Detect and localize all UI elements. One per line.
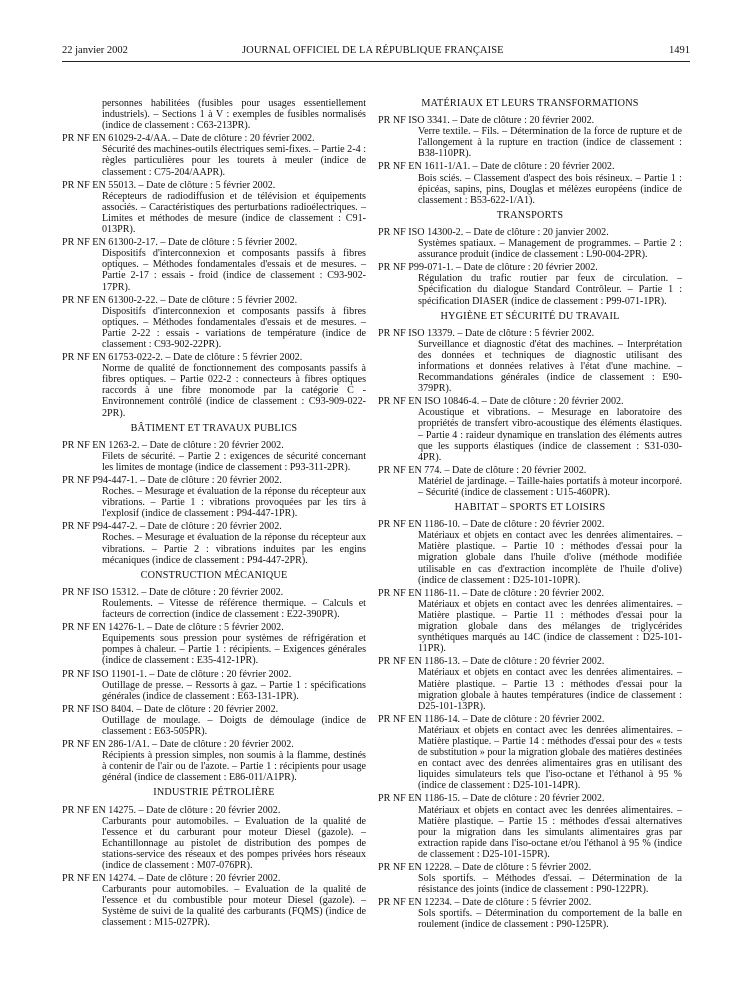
norm-entry-heading: PR NF ISO 11901-1. – Date de clôture : 20 février 2002. [62,668,292,680]
norm-entry [378,396,682,463]
norm-entry-description: Sols sportifs. – Détermination du comportement de la balle en roulement (indice de classement : P90-125PR). [418,908,682,931]
norm-entry-heading: PR NF EN 774. – Date de clôture : 20 février 2002. [378,464,587,476]
entry-list [62,440,366,566]
norm-entry [378,115,682,159]
norm-entry-description: Matériaux et objets en contact avec les denrées alimentaires. – Matière plastique. – Partie 10 : méthodes d'essai pour la migration globale dans l'huile d'olive (méthode modifiée utilisable en cas d'extraction incomplète de l'huile d'olive) (indice de classement : D25-101-10PR). [418,530,682,586]
norm-entry-description: Dispositifs d'interconnexion et composants passifs à fibres optiques. – Méthodes fondamentales d'essais et de mesures. – Partie 2-22 : essais - variations de température (indice de classement : C93-902-22PR). [102,305,366,350]
norm-entry [62,440,366,473]
norm-entry-heading: PR NF ISO 15312. – Date de clôture : 20 février 2002. [62,586,284,598]
norm-entry-heading: PR NF EN 1263-2. – Date de clôture : 20 février 2002. [62,439,284,451]
norm-entry-heading: PR NF EN 1186-14. – Date de clôture : 20 février 2002. [378,713,605,725]
norm-entry-heading: PR NF EN 1186-13. – Date de clôture : 20 février 2002. [378,656,605,668]
norm-entry-description: Matériaux et objets en contact avec les denrées alimentaires. – Matière plastique. – Partie 15 : méthodes d'essai alternatives pour la migration dans les simulants alimentaires gras par extraction rapide dans l'iso-octane et/ou l'éthanol à 95 % (indice de classement : D25-101-15PR). [418,804,682,860]
norm-entry-heading: PR NF EN 61753-022-2. – Date de clôture : 5 février 2002. [62,352,303,364]
norm-entry [378,161,682,205]
norm-entry-description: Bois sciés. – Classement d'aspect des bois résineux. – Partie 1 : épicéas, sapins, pins, Douglas et mélèzes européens (indice de classement : B53-622-1/A1). [418,172,682,206]
norm-entry-description: Matériaux et objets en contact avec les denrées alimentaires. – Matière plastique. – Partie 14 : méthodes d'essai pour des « tests de substitution » pour la migration globale des matières destinées en contact avec des denrées alimentaires gras en utilisant des liquides simulateurs tels que l'iso-octane et l'éthanol à 95 % (indice de classement : D25-101-14PR). [418,724,682,792]
norm-entry-heading: PR NF EN 61300-2-17. – Date de clôture : 5 février 2002. [62,237,298,249]
norm-entry-heading: PR NF EN 1611-1/A1. – Date de clôture : 20 février 2002. [378,161,615,173]
norm-entry [62,295,366,350]
left-column [62,98,366,931]
norm-entry [62,669,366,702]
norm-entry-heading: PR NF EN 12228. – Date de clôture : 5 février 2002. [378,862,592,873]
page-header [62,45,690,61]
header-rule [62,61,690,62]
norm-entry-heading: PR NF EN 286-1/A1. – Date de clôture : 20 février 2002. [62,739,294,751]
section-title: INDUSTRIE PÉTROLIÈRE [153,787,275,799]
norm-entry [62,521,366,565]
norm-entry-description: Norme de qualité de fonctionnement des composants passifs à fibres optiques. – Partie 022-2 : connecteurs à fibres optiques raccords à une fibre monomode par la catégorie C - Environnement contrôlé (indice de classement : C93-909-022-2PR). [102,363,366,419]
norm-entry-heading: PR NF ISO 13379. – Date de clôture : 5 février 2002. [378,327,595,339]
norm-entry-description: Roulements. – Vitesse de référence thermique. – Calculs et facteurs de correction (indice de classement : E22-390PR). [102,597,366,621]
norm-entry-description: Outillage de presse. – Ressorts à gaz. – Partie 1 : spécifications générales (indice de classement : E63-131-1PR). [102,679,366,702]
norm-entry [62,352,366,419]
norm-entry-heading: PR NF EN 1186-15. – Date de clôture : 20 février 2002. [378,793,605,805]
norm-entry-description: Acoustique et vibrations. – Mesurage en laboratoire des propriétés de transfert vibro-acoustique des éléments élastiques. – Partie 4 : raideur dynamique en translation des éléments autres que les supports élastiques (indice de classement : S31-030-4PR). [418,407,682,463]
entry-list [62,133,366,418]
section-title: BÂTIMENT ET TRAVAUX PUBLICS [130,422,298,434]
norm-entry-heading: PR NF P94-447-1. – Date de clôture : 20 février 2002. [62,475,282,486]
norm-entry-description: Systèmes spatiaux. – Management de programmes. – Partie 2 : assurance produit (indice de classement : L90-004-2PR). [418,238,682,261]
entry-list [378,227,682,307]
header-page-number: 1491 [669,45,690,56]
section-title: MATÉRIAUX ET LEURS TRANSFORMATIONS [421,98,639,109]
norm-entry [378,328,682,395]
norm-entry-description: Sécurité des machines-outils électriques semi-fixes. – Partie 2-4 : règles particulières pour les tourets à meuler (indice de classement : C75-204/AAPR). [102,144,366,178]
norm-entry-heading: PR NF EN 61029-2-4/AA. – Date de clôture : 20 février 2002. [62,133,315,145]
norm-entry-heading: PR NF ISO 8404. – Date de clôture : 20 février 2002. [62,703,279,715]
norm-entry [378,862,682,895]
norm-entry-description: Roches. – Mesurage et évaluation de la réponse du récepteur aux vibrations. – Partie 1 : vibrations provoquées par les tirs à l'explosif (indice de classement : P94-447-1PR). [102,486,366,520]
norm-entry [378,465,682,498]
norm-entry-heading: PR NF EN 1186-10. – Date de clôture : 20 février 2002. [378,519,605,531]
norm-entry [62,180,366,235]
norm-entry [62,873,366,928]
norm-entry-description: Récipients à pression simples, non soumis à la flamme, destinés à contenir de l'air ou de l'azote. – Partie 1 : récipients pour usage général (indice de classement : E86-011/A1PR). [102,750,366,784]
norm-entry [378,714,682,792]
entry-list [378,328,682,498]
norm-entry-heading: PR NF EN 14274. – Date de clôture : 20 février 2002. [62,873,281,885]
norm-entry-heading: PR NF EN 14275. – Date de clôture : 20 février 2002. [62,804,281,816]
norm-entry-description: Matériaux et objets en contact avec les denrées alimentaires. – Matière plastique. – Partie 11 : méthodes d'essai pour la migration globale dans des mélanges de triglycérides synthétiques marqués au 14C (indice de classement : D25-101-11PR). [418,598,682,655]
norm-entry-heading: PR NF EN 55013. – Date de clôture : 5 février 2002. [62,179,276,191]
entry-list [62,805,366,929]
norm-entry-heading: PR NF EN 12234. – Date de clôture : 5 février 2002. [378,897,592,909]
section-title: CONSTRUCTION MÉCANIQUE [140,569,288,581]
norm-entry-heading: PR NF P94-447-2. – Date de clôture : 20 février 2002. [62,521,282,533]
norm-entry-description: Verre textile. – Fils. – Détermination de la force de rupture et de l'allongement à la rupture en traction (indice de classement : B38-110PR). [418,126,682,160]
entry-list [378,519,682,930]
norm-entry-description: Outillage de moulage. – Doigts de démoulage (indice de classement : E63-505PR). [102,714,366,737]
norm-entry [378,793,682,860]
norm-entry [62,237,366,292]
norm-entry [62,475,366,519]
norm-entry-heading: PR NF EN 61300-2-22. – Date de clôture : 5 février 2002. [62,294,298,306]
norm-entry-description: Dispositifs d'interconnexion et composants passifs à fibres optiques. – Méthodes fondamentales d'essais et de mesures. – Partie 2-17 : essais - froid (indice de classement : C93-902-17PR). [102,248,366,293]
norm-entry [62,622,366,666]
norm-entry-heading: PR NF ISO 3341. – Date de clôture : 20 février 2002. [378,115,595,127]
norm-entry-description: Matériel de jardinage. – Taille-haies portatifs à moteur incorporé. – Sécurité (indice de classement : U15-460PR). [418,475,682,498]
norm-entry-description: Carburants pour automobiles. – Evaluation de la qualité de l'essence et du carburant pour moteur Diesel (gazole). – Echantillonnage au pistolet de distribution des pompes de stations-service des réseaux et des pompes privées hors réseaux (indice de classement : M07-076PR). [102,815,366,871]
norm-entry-description: Filets de sécurité. – Partie 2 : exigences de sécurité concernant les limites de montage (indice de classement : P93-311-2PR). [102,450,366,473]
norm-entry [62,704,366,737]
norm-entry-description: Récepteurs de radiodiffusion et de télévision et équipements associés. – Caractéristiques des perturbations radioélectriques. – Limites et méthodes de mesure (indice de classement : C91-013PR). [102,190,366,236]
norm-entry-heading: PR NF EN 14276-1. – Date de clôture : 5 février 2002. [62,622,284,634]
entry-list [378,115,682,206]
header-journal-title: JOURNAL OFFICIEL DE LA RÉPUBLIQUE FRANÇAISE [242,45,504,56]
norm-entry-description: Matériaux et objets en contact avec les denrées alimentaires. – Matière plastique. – Partie 13 : méthodes d'essai pour la migration globale à hautes températures (indice de classement : D25-101-13PR). [418,667,682,712]
norm-entry [62,587,366,620]
norm-entry [378,262,682,306]
norm-entry [62,133,366,177]
norm-entry-heading: PR NF EN 1186-11. – Date de clôture : 20 février 2002. [378,587,605,599]
norm-entry-heading: PR NF ISO 14300-2. – Date de clôture : 20 janvier 2002. [378,226,609,238]
right-column [378,98,682,933]
section-title: HABITAT – SPORTS ET LOISIRS [454,502,606,514]
norm-entry [378,519,682,586]
section-title: HYGIÈNE ET SÉCURITÉ DU TRAVAIL [440,310,620,322]
header-date: 22 janvier 2002 [62,45,128,56]
norm-entry-description: Surveillance et diagnostic d'état des machines. – Interprétation des données et techniques de diagnostic utilisant des informations et données relatives à l'état d'une machine. – Recommandations générales (indice de classement : E90-379PR). [418,338,682,395]
norm-entry-description: Sols sportifs. – Méthodes d'essai. – Détermination de la résistance des joints (indice de classement : P90-122PR). [418,873,682,896]
norm-entry [378,227,682,260]
norm-entry [378,656,682,711]
norm-entry-description: Equipements sous pression pour systèmes de réfrigération et pompes à chaleur. – Partie 1 : récipients. – Exigences générales (indice de classement : E35-412-1PR). [102,633,366,667]
norm-entry [378,588,682,655]
continuation-text: personnes habilitées (fusibles pour usages essentiellement industriels). – Sections 1 à V : exemples de fusibles normalisés (indice de classement : C63-213PR). [102,98,366,132]
norm-entry-description: Régulation du trafic routier par feux de circulation. – Spécification du dialogue Standard Contrôleur. – Partie 1 : spécification DIASER (indice de classement : P99-071-1PR). [418,273,682,307]
norm-entry [62,805,366,872]
norm-entry [378,897,682,930]
entry-list [62,587,366,784]
norm-entry-heading: PR NF P99-071-1. – Date de clôture : 20 février 2002. [378,262,598,274]
norm-entry-heading: PR NF EN ISO 10846-4. – Date de clôture : 20 février 2002. [378,396,624,408]
section-title: TRANSPORTS [496,209,564,221]
norm-entry-description: Carburants pour automobiles. – Evaluation de la qualité de l'essence et du combustible pour moteur Diesel (gazole). – Système de suivi de la qualité des carburants (FQMS) (indice de classement : M15-027PR). [102,884,366,929]
norm-entry [62,739,366,783]
norm-entry-description: Roches. – Mesurage et évaluation de la réponse du récepteur aux vibrations. – Partie 2 : vibrations induites par les engins mécaniques (indice de classement : P94-447-2PR). [102,532,366,566]
